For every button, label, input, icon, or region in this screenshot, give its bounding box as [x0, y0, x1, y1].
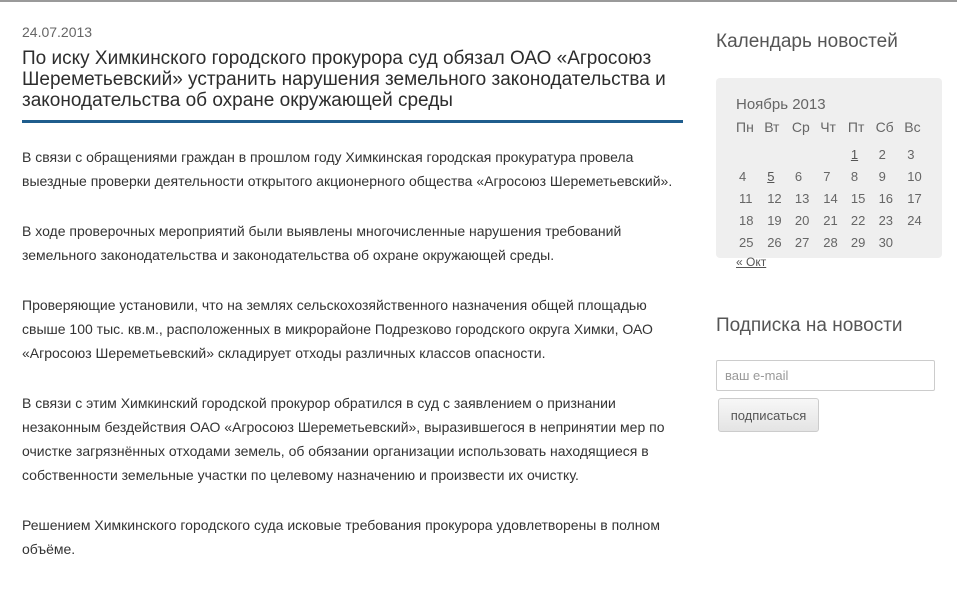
calendar-day-cell: 28	[823, 234, 838, 250]
calendar-week	[736, 165, 932, 187]
calendar-day-cell: 8	[850, 168, 859, 184]
calendar-weekday: Ср	[791, 119, 810, 135]
calendar-day-cell: 16	[878, 190, 894, 206]
calendar-week	[736, 209, 932, 231]
calendar-day-cell	[904, 231, 932, 253]
subscribe-button[interactable]: подписаться	[718, 398, 819, 432]
calendar-weekday: Пт	[847, 119, 865, 135]
calendar-day-cell: 10	[907, 168, 922, 184]
calendar-day-cell: 2	[878, 146, 886, 162]
calendar-day-cell: 30	[878, 234, 894, 250]
calendar-day-cell: 22	[850, 212, 866, 228]
calendar-day-cell: 7	[823, 168, 831, 184]
calendar-day-cell: 14	[823, 190, 838, 206]
subscribe-widget-title: Подписка на новости	[716, 315, 903, 336]
calendar-day-cell: 13	[794, 190, 810, 206]
calendar-prev-month-link[interactable]: « Окт	[736, 255, 767, 269]
calendar-day-link[interactable]: 5	[767, 168, 775, 184]
calendar-week	[736, 187, 932, 209]
calendar-day-cell: 25	[739, 234, 754, 250]
calendar-day-cell: 24	[907, 212, 922, 228]
calendar-weekday: Вт	[764, 119, 780, 135]
calendar-day-cell	[820, 143, 848, 165]
calendar-weekday: Вс	[904, 119, 921, 135]
calendar-day-cell: 19	[767, 212, 782, 228]
calendar-day-cell: 27	[794, 234, 810, 250]
sidebar	[716, 30, 942, 432]
calendar-day-cell: 29	[850, 234, 866, 250]
article-body	[22, 145, 683, 561]
calendar-weekday: Чт	[820, 119, 836, 135]
calendar-week	[736, 231, 932, 253]
calendar-day-cell: 6	[794, 168, 803, 184]
calendar-day-cell	[792, 143, 820, 165]
article-paragraph: В связи с обращениями граждан в прошлом году Химкинская городская прокуратура провела выездные проверки деятельности открытого акционерного общества «Агросоюз Шереметьевский».	[22, 149, 673, 189]
calendar-day-cell: 21	[823, 212, 838, 228]
calendar-week	[736, 143, 932, 165]
article-date: 24.07.2013	[22, 24, 93, 40]
article-paragraph: Решением Химкинского городского суда исковые требования прокурора удовлетворены в полном объёме.	[22, 517, 660, 557]
article-paragraph: В ходе проверочных мероприятий были выявлены многочисленные нарушения требований земельного законодательства и законодательства об охране окружающей среды.	[22, 223, 622, 263]
article-title: По иску Химкинского городского прокурора суд обязал ОАО «Агросоюз Шереметьевский» устранить нарушения земельного законодательства и законодательства об охране окружающей среды	[22, 48, 683, 123]
article	[22, 24, 683, 587]
calendar-grid	[736, 119, 932, 253]
calendar-day-cell: 15	[850, 190, 866, 206]
article-paragraph: Проверяющие установили, что на землях сельскохозяйственного назначения общей площадью свыше 100 тыс. кв.м., расположенных в микрорайоне Подрезково городского округа Химки, ОАО «Агросоюз Шереметьевский» складирует отходы различных классов опасности.	[22, 297, 653, 361]
calendar-day-cell	[764, 165, 792, 187]
calendar-day-link[interactable]: 1	[850, 146, 859, 162]
calendar-day-cell: 20	[794, 212, 810, 228]
calendar-day-cell: 3	[907, 146, 915, 162]
calendar-day-cell: 12	[767, 190, 782, 206]
news-calendar	[716, 78, 942, 269]
calendar-day-cell: 17	[907, 190, 922, 206]
calendar-weekday: Пн	[736, 119, 754, 135]
calendar-day-cell: 9	[878, 168, 886, 184]
calendar-weekday: Сб	[875, 119, 894, 135]
calendar-day-cell	[764, 143, 792, 165]
calendar-day-cell: 4	[739, 168, 747, 184]
email-field[interactable]	[716, 360, 935, 391]
calendar-widget-title: Календарь новостей	[716, 31, 898, 52]
calendar-day-cell	[848, 143, 876, 165]
calendar-day-cell: 26	[767, 234, 782, 250]
calendar-day-cell: 18	[739, 212, 754, 228]
calendar-day-cell: 11	[739, 190, 753, 206]
article-paragraph: В связи с этим Химкинский городской прокурор обратился в суд с заявлением о признании незаконным бездействия ОАО «Агросоюз Шереметьевский», выразившегося в непринятии мер по очистке загрязнённых отходами земель, об обязании организации использовать находящиеся в собственности земельные участки по целевому назначению и произвести их очистку.	[22, 395, 665, 483]
calendar-day-cell	[736, 143, 764, 165]
calendar-day-cell: 23	[878, 212, 894, 228]
calendar-month-caption: Ноябрь 2013	[736, 96, 826, 113]
